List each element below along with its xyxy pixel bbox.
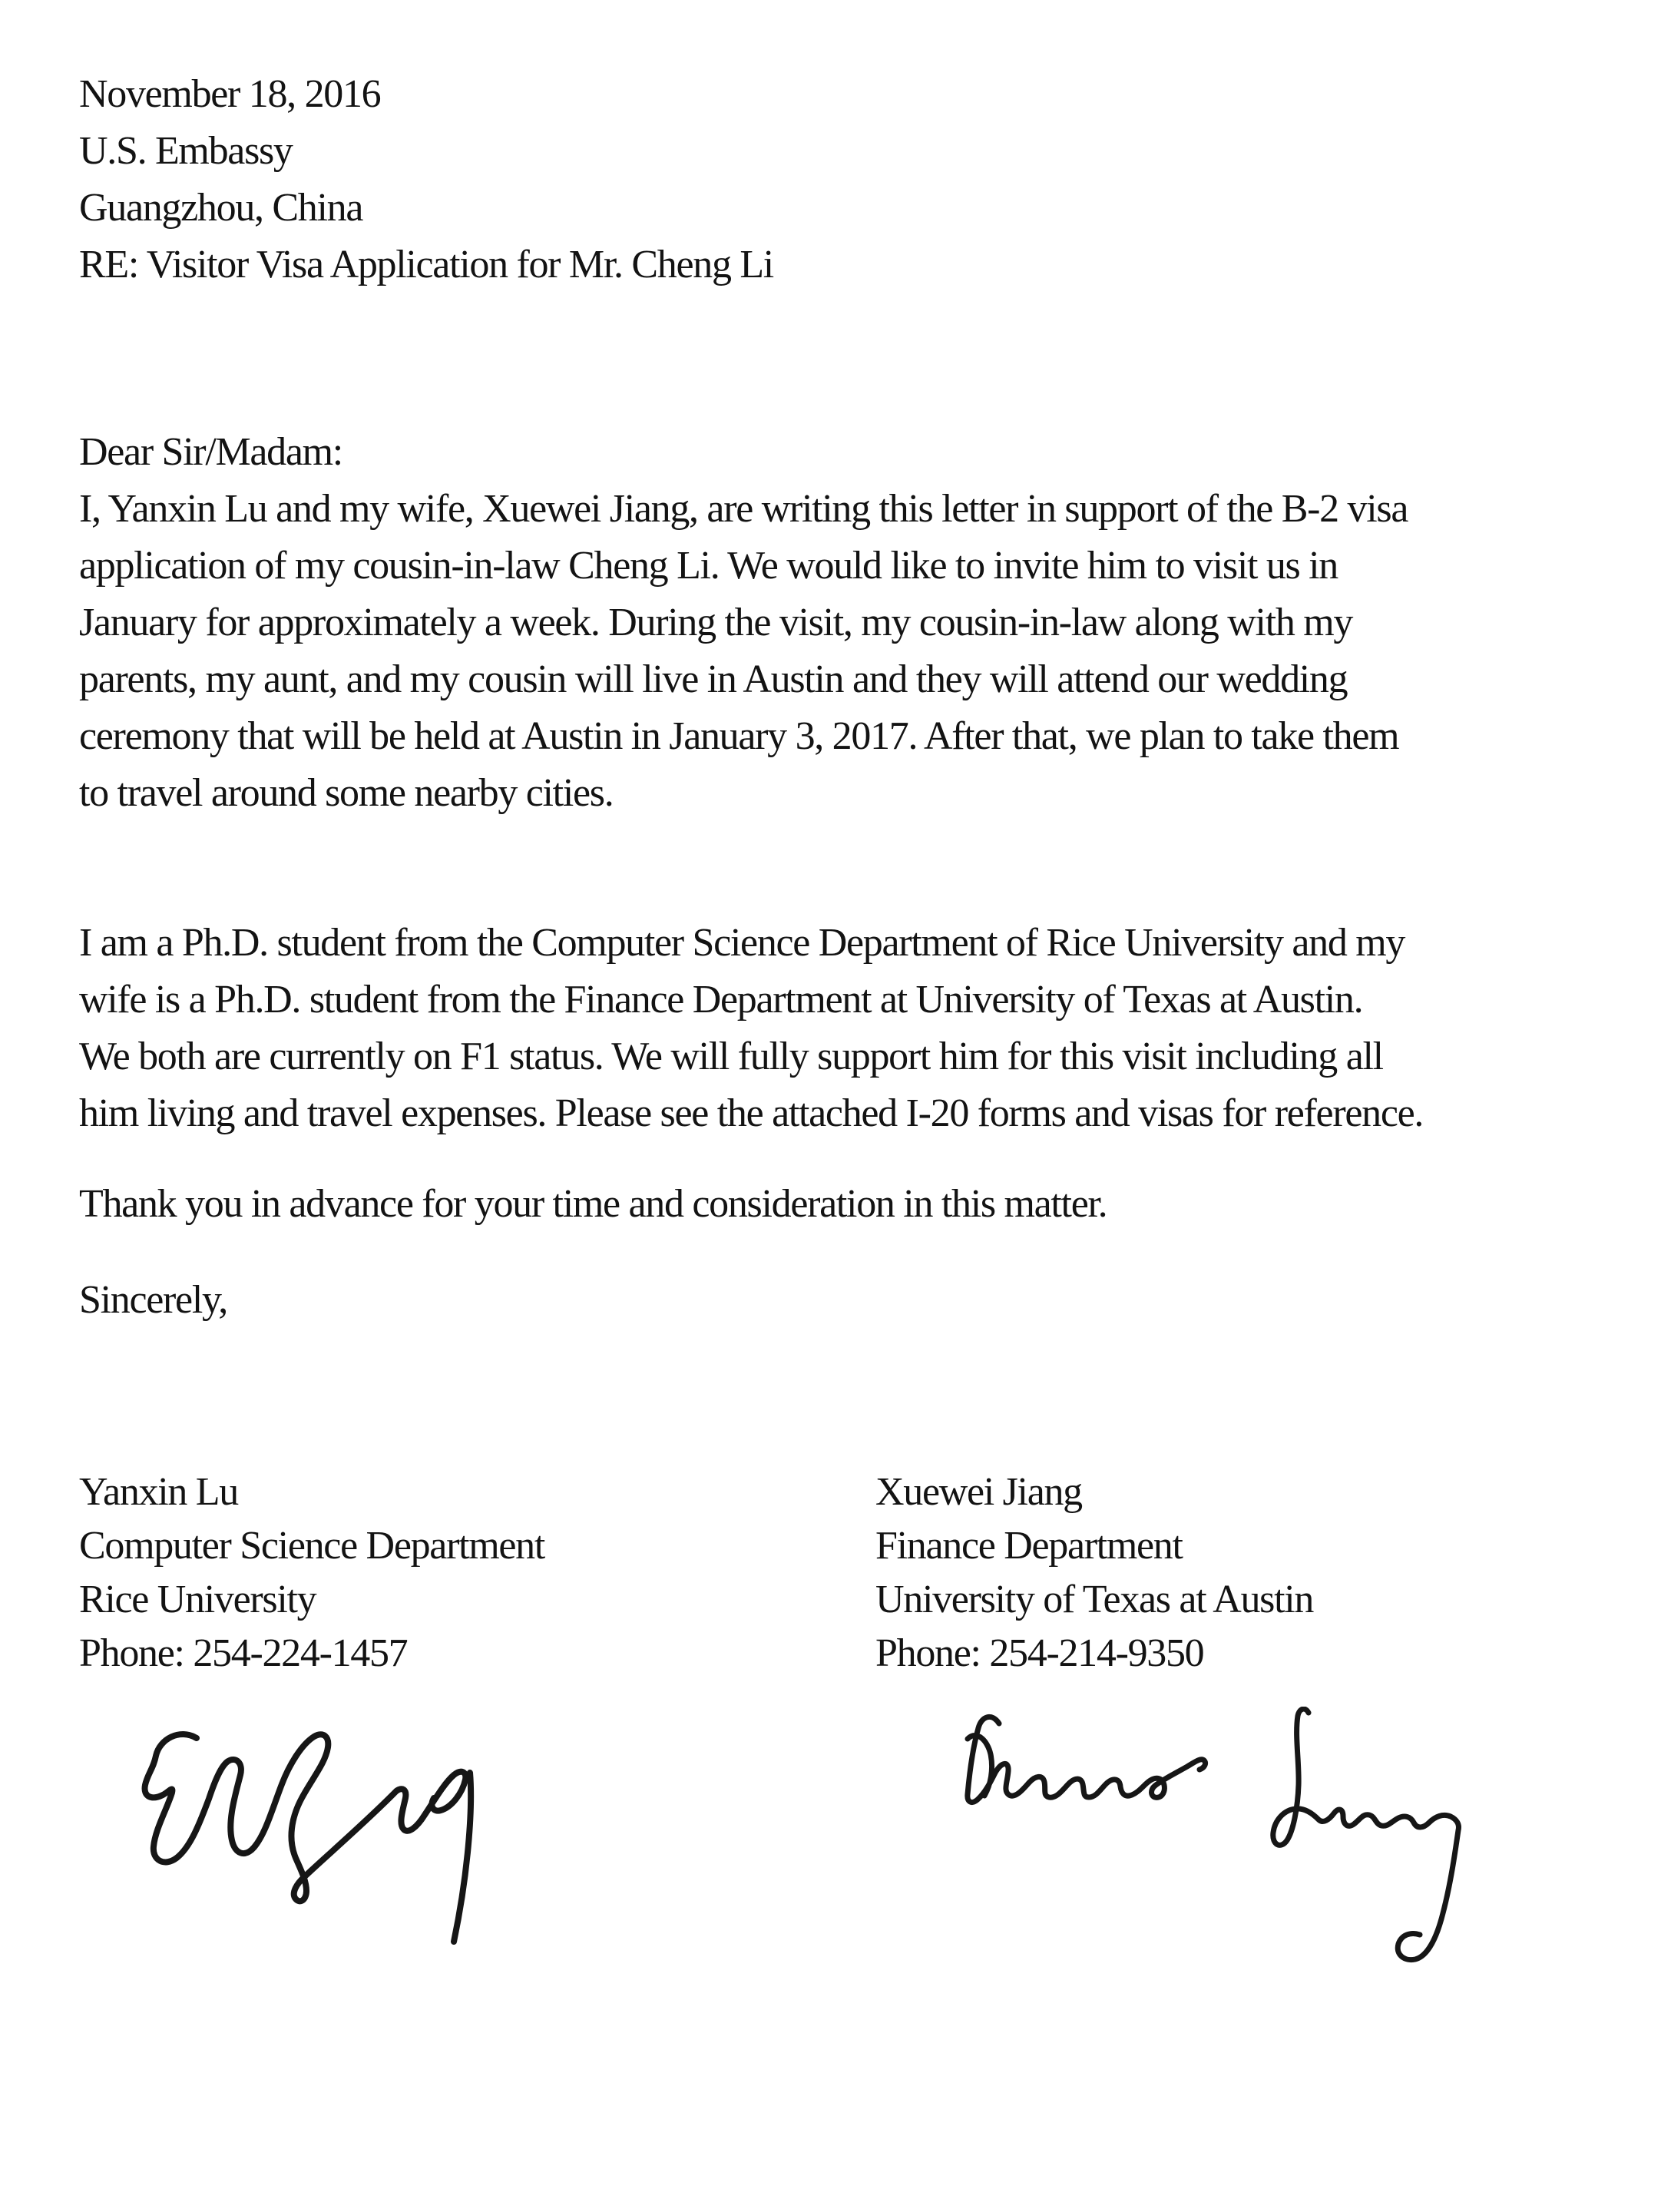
letter-header: [79, 66, 1630, 293]
body-line: to travel around some nearby cities.: [79, 771, 614, 815]
signer-left: [79, 1465, 875, 1681]
signatures-area: [79, 1681, 1630, 2111]
signer-name: Yanxin Lu: [79, 1470, 238, 1514]
signer-right: [875, 1465, 1630, 1681]
body-line: We both are currently on F1 status. We will fully support him for this visit including all: [79, 1035, 1383, 1078]
signer-phone: Phone: 254-214-9350: [875, 1631, 1204, 1675]
signer-phone: Phone: 254-224-1457: [79, 1631, 408, 1675]
body-line: January for approximately a week. During the visit, my cousin-in-law along with my: [79, 601, 1353, 644]
body-line: parents, my aunt, and my cousin will live in Austin and they will attend our wedding: [79, 657, 1348, 701]
recipient-organization: U.S. Embassy: [79, 129, 293, 173]
signature-block: [79, 1465, 1630, 1681]
body-line: application of my cousin-in-law Cheng Li. We would like to invite him to visit us in: [79, 544, 1338, 588]
recipient-location: Guangzhou, China: [79, 186, 363, 230]
signer-department: Finance Department: [875, 1524, 1183, 1568]
signer-institution: Rice University: [79, 1578, 316, 1621]
signer-department: Computer Science Department: [79, 1524, 545, 1568]
paragraph-3: [79, 1176, 1630, 1233]
letter-date: November 18, 2016: [79, 72, 381, 116]
paragraph-2: [79, 915, 1630, 1142]
xuewei-jiang-signature: [960, 1707, 1482, 1968]
signer-institution: University of Texas at Austin: [875, 1578, 1314, 1621]
closing: Sincerely,: [79, 1278, 227, 1322]
yanxin-lu-signature: [137, 1730, 498, 1952]
body-line: him living and travel expenses. Please see the attached I-20 forms and visas for reference.: [79, 1091, 1424, 1135]
body-line: wife is a Ph.D. student from the Finance Department at University of Texas at Austin.: [79, 978, 1363, 1022]
body-line: I am a Ph.D. student from the Computer Science Department of Rice University and my: [79, 921, 1405, 965]
subject-line: RE: Visitor Visa Application for Mr. Cheng Li: [79, 243, 773, 286]
body-line: ceremony that will be held at Austin in January 3, 2017. After that, we plan to take them: [79, 714, 1399, 758]
body-line: Thank you in advance for your time and consideration in this matter.: [79, 1182, 1107, 1226]
salutation: Dear Sir/Madam:: [79, 430, 342, 474]
signer-name: Xuewei Jiang: [875, 1470, 1082, 1514]
paragraph-1: [79, 481, 1630, 822]
body-line: I, Yanxin Lu and my wife, Xuewei Jiang, are writing this letter in support of the B-2 visa: [79, 487, 1408, 531]
